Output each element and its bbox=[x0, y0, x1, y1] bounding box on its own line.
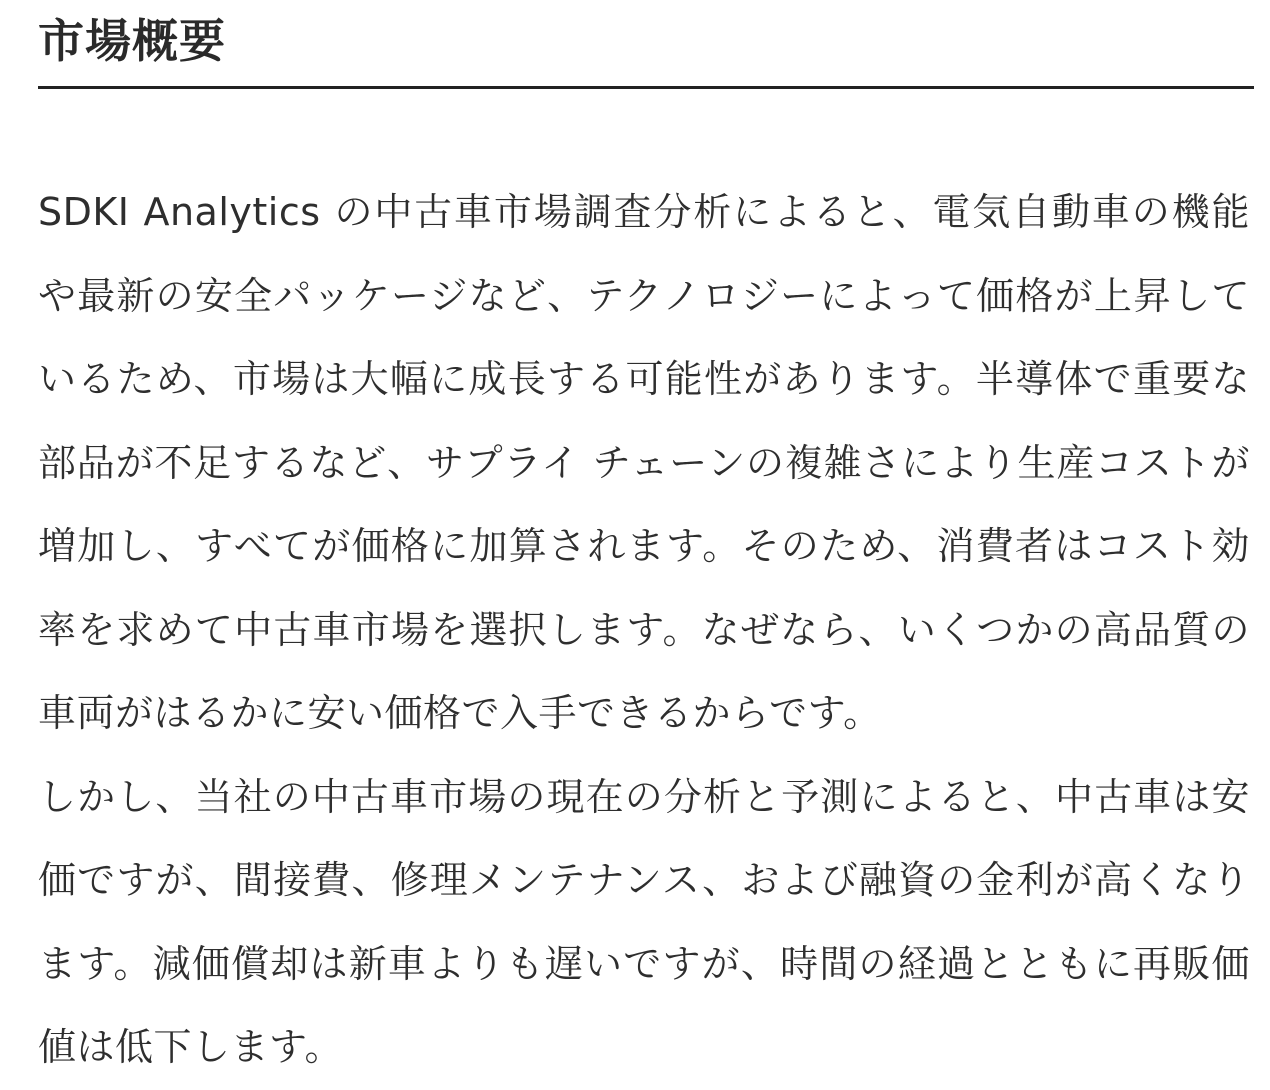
article-body bbox=[38, 171, 1250, 1090]
article-paragraph-1: SDKI Analytics の中古車市場調査分析によると、電気自動車の機能や最新の安全パッケージなど、テクノロジーによって価格が上昇しているため、市場は大幅に成長する可能性があります。半導体で重要な部品が不足するなど、サプライ チェーンの複雑さにより生産コストが増加し、すべてが価格に加算されます。そのため、消費者はコスト効率を求めて中古車市場を選択します。なぜなら、いくつかの高品質の車両がはるかに安い価格で入手できるからです。 bbox=[38, 190, 1250, 735]
title-divider bbox=[38, 86, 1254, 89]
article-paragraph-2: しかし、当社の中古車市場の現在の分析と予測によると、中古車は安価ですが、間接費、修理メンテナンス、および融資の金利が高くなります。減価償却は新車よりも遅いですが、時間の経過とともに再販価値は低下します。 bbox=[38, 774, 1250, 1069]
section-title: 市場概要 bbox=[38, 14, 226, 68]
